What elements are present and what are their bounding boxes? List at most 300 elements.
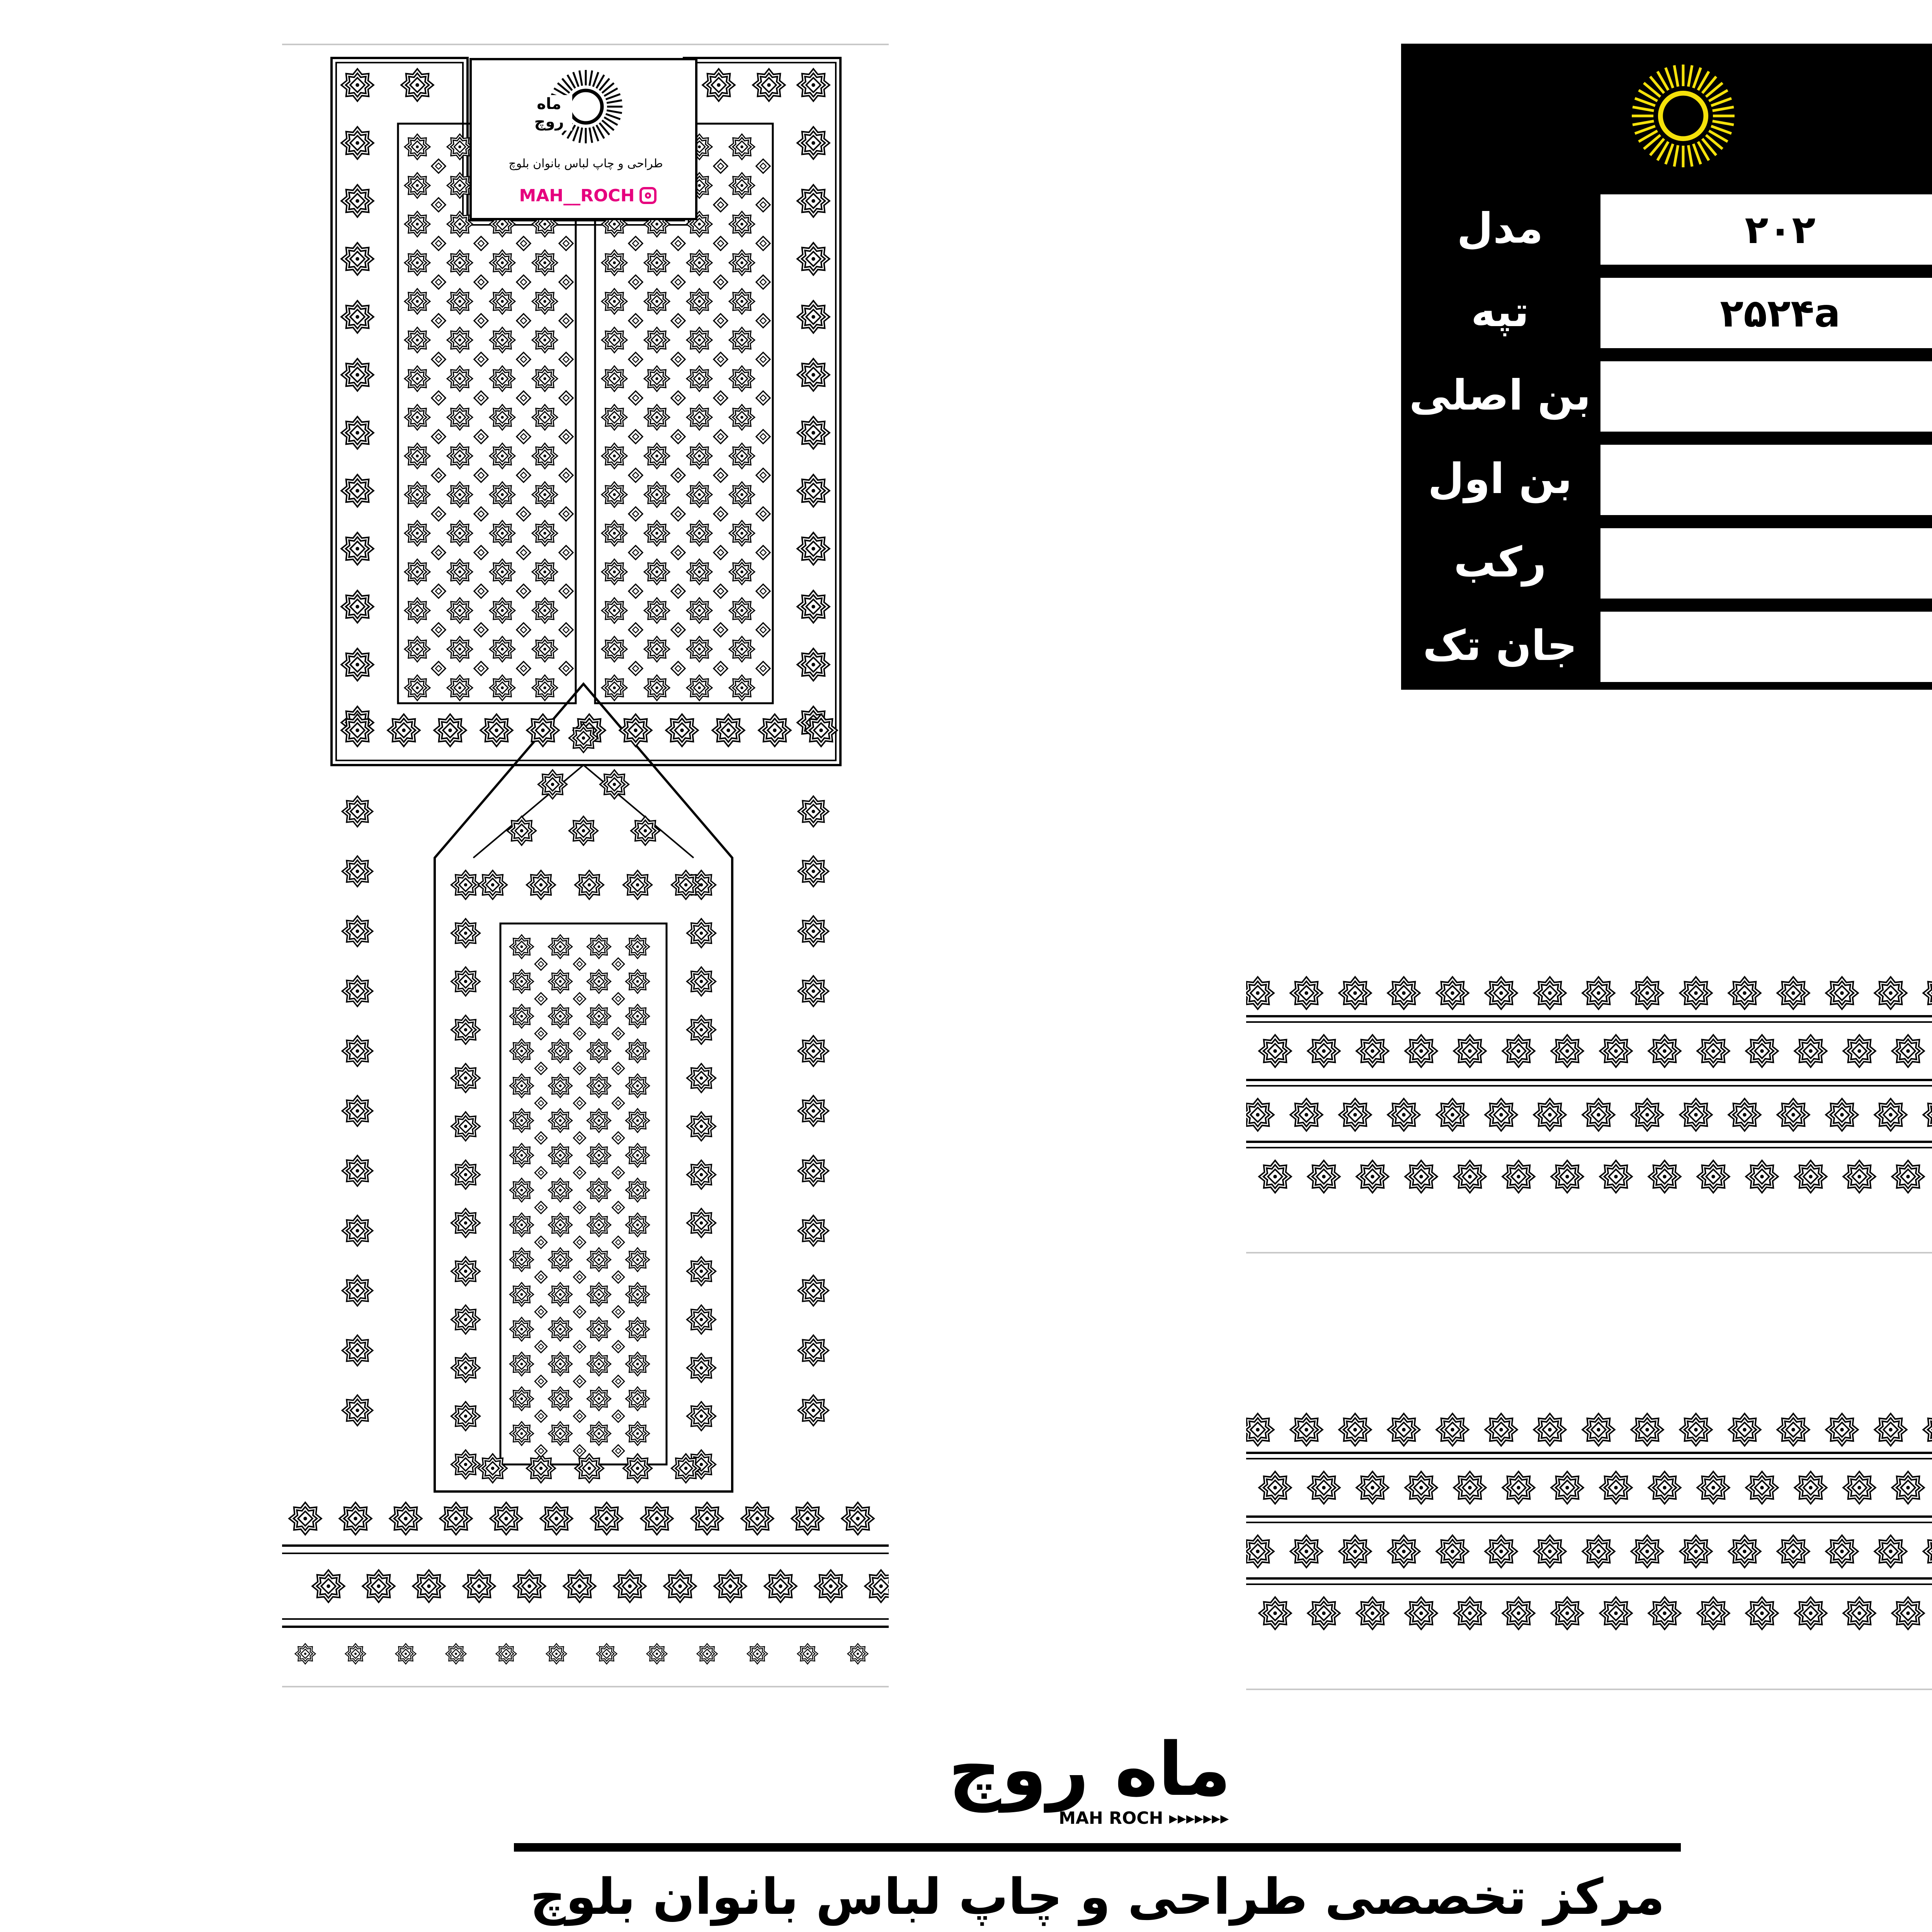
star-motif [687, 520, 712, 546]
star-motif [687, 1160, 716, 1189]
star-motif [1436, 1535, 1469, 1568]
diamond-motif [517, 236, 531, 250]
diamond-motif [559, 391, 573, 405]
star-motif [1436, 1099, 1469, 1131]
diamond-motif [714, 584, 728, 598]
star-motif [687, 967, 716, 996]
spec-card [1401, 44, 1932, 690]
star-motif [1405, 1160, 1437, 1193]
spec-label: بن اول [1428, 454, 1572, 503]
star-motif [641, 1502, 673, 1535]
star-motif [510, 1004, 534, 1028]
star-motif [626, 1178, 650, 1202]
star-motif [510, 935, 534, 959]
footer-logo-text: ماه روچ [948, 1727, 1231, 1812]
spec-value [1600, 361, 1932, 432]
star-motif [548, 935, 572, 959]
star-motif [1502, 1035, 1535, 1067]
diamond-motif [474, 546, 488, 560]
star-motif [451, 919, 480, 948]
star-motif [548, 1039, 572, 1063]
diamond-motif [756, 236, 770, 250]
star-motif [342, 976, 372, 1006]
brand-label [469, 58, 697, 220]
star-motif [451, 1112, 480, 1141]
star-motif [405, 559, 430, 585]
star-motif [447, 134, 473, 160]
star-motif [631, 816, 660, 845]
star-motif [1436, 1413, 1469, 1446]
diamond-motif [671, 236, 685, 250]
star-motif [729, 173, 755, 198]
sleeve-band-drawing [1246, 966, 1932, 1256]
star-motif [687, 405, 712, 430]
diamond-motif [756, 468, 770, 482]
diamond-motif [517, 546, 531, 560]
star-motif [1308, 1471, 1340, 1504]
star-motif [797, 417, 830, 449]
diamond-motif [573, 958, 586, 970]
star-motif [587, 1143, 611, 1167]
star-motif [451, 1257, 480, 1286]
star-motif [1648, 1035, 1681, 1067]
star-motif [626, 1109, 650, 1133]
diamond-motif [517, 468, 531, 482]
star-motif [1777, 1413, 1810, 1446]
star-motif [1534, 977, 1566, 1009]
star-motif [1697, 1597, 1730, 1629]
star-motif [626, 1317, 650, 1341]
star-motif [644, 443, 670, 469]
star-motif [797, 243, 830, 275]
star-motif [1405, 1471, 1437, 1504]
star-motif [587, 969, 611, 993]
star-motif [405, 173, 430, 198]
star-motif [532, 250, 558, 276]
star-motif [490, 405, 515, 430]
diamond-motif [629, 662, 643, 675]
star-motif [447, 366, 473, 391]
star-motif [1502, 1471, 1535, 1504]
diamond-motif [714, 275, 728, 289]
star-motif [602, 636, 627, 662]
star-motif [405, 520, 430, 546]
spec-label: بن اصلی [1409, 371, 1591, 420]
star-motif [342, 1215, 372, 1246]
sun-logo-icon [1625, 58, 1741, 174]
star-motif [1648, 1597, 1681, 1629]
diamond-motif [559, 236, 573, 250]
star-motif [451, 967, 480, 996]
star-motif [405, 366, 430, 391]
star-motif [1631, 977, 1663, 1009]
star-motif [532, 289, 558, 314]
star-motif [687, 443, 712, 469]
diamond-motif [573, 1167, 586, 1179]
spec-row-jantak [1403, 607, 1932, 684]
star-motif [729, 636, 755, 662]
star-motif [602, 443, 627, 469]
diamond-motif [432, 314, 446, 328]
diamond-motif [629, 468, 643, 482]
star-motif [532, 366, 558, 391]
star-motif [405, 250, 430, 276]
star-motif [1923, 977, 1932, 1009]
star-motif [1356, 1035, 1389, 1067]
star-motif [513, 1570, 546, 1602]
star-motif [532, 675, 558, 701]
diamond-motif [612, 1167, 624, 1179]
star-motif [1290, 1099, 1323, 1131]
spec-row-rekab [1403, 524, 1932, 601]
star-motif [1290, 1535, 1323, 1568]
star-motif [451, 1450, 480, 1479]
star-motif [548, 1352, 572, 1376]
star-motif [798, 1036, 828, 1066]
star-motif [405, 675, 430, 701]
star-motif [865, 1570, 889, 1602]
star-motif [602, 289, 627, 314]
star-motif [1728, 1413, 1761, 1446]
star-motif [496, 1644, 517, 1664]
star-motif [548, 969, 572, 993]
star-motif [1502, 1597, 1535, 1629]
diamond-motif [629, 507, 643, 521]
star-motif [587, 1422, 611, 1446]
star-motif [687, 675, 712, 701]
star-motif [1923, 1535, 1932, 1568]
star-motif [687, 250, 712, 276]
diamond-motif [612, 1271, 624, 1283]
star-motif [1600, 1597, 1632, 1629]
star-motif [1356, 1160, 1389, 1193]
star-motif [510, 1213, 534, 1237]
diamond-motif [714, 507, 728, 521]
diamond-motif [535, 1306, 547, 1318]
diamond-motif [432, 623, 446, 637]
star-motif [614, 1570, 646, 1602]
star-motif [510, 1317, 534, 1341]
diamond-motif [629, 430, 643, 444]
star-motif [447, 443, 473, 469]
star-motif [1843, 1160, 1876, 1193]
star-motif [405, 443, 430, 469]
star-motif [691, 1502, 723, 1535]
spec-value [1600, 445, 1932, 515]
star-motif [798, 976, 828, 1006]
star-motif [753, 69, 785, 101]
star-motif [626, 935, 650, 959]
diamond-motif [671, 275, 685, 289]
diamond-motif [559, 430, 573, 444]
diamond-motif [573, 1201, 586, 1214]
diamond-motif [474, 391, 488, 405]
star-motif [1728, 977, 1761, 1009]
star-motif [447, 598, 473, 623]
instagram-row[interactable] [510, 184, 665, 207]
star-motif [687, 1257, 716, 1286]
star-motif [587, 1109, 611, 1133]
star-motif [1874, 1413, 1907, 1446]
star-motif [342, 1036, 372, 1066]
star-motif [1485, 1413, 1517, 1446]
star-motif [1680, 977, 1712, 1009]
star-motif [388, 714, 420, 747]
star-motif [1259, 1035, 1291, 1067]
star-motif [490, 636, 515, 662]
star-motif [797, 69, 830, 101]
diamond-motif [517, 662, 531, 675]
star-motif [451, 1160, 480, 1189]
star-motif [510, 1109, 534, 1133]
star-motif [1794, 1035, 1827, 1067]
star-motif [1631, 1535, 1663, 1568]
star-motif [797, 359, 830, 391]
star-motif [532, 636, 558, 662]
spec-label: جان تک [1423, 621, 1577, 670]
diamond-motif [671, 546, 685, 560]
diamond-motif [432, 430, 446, 444]
star-motif [451, 1015, 480, 1044]
spec-value [1600, 528, 1932, 599]
diamond-motif [474, 236, 488, 250]
star-motif [687, 1015, 716, 1044]
star-motif [1680, 1413, 1712, 1446]
star-motif [478, 871, 507, 900]
star-motif [1697, 1035, 1730, 1067]
footer-logo-latin: MAH ROCH ▸▸▸▸▸▸▸ [1059, 1808, 1229, 1828]
star-motif [447, 675, 473, 701]
star-motif [1339, 1535, 1371, 1568]
star-motif [1246, 977, 1274, 1009]
star-motif [1777, 1099, 1810, 1131]
diamond-motif [573, 1445, 586, 1457]
star-motif [1697, 1160, 1730, 1193]
star-motif [1600, 1160, 1632, 1193]
star-motif [447, 636, 473, 662]
star-motif [797, 127, 830, 159]
star-motif [626, 1004, 650, 1028]
star-motif [405, 405, 430, 430]
star-motif [342, 796, 372, 827]
star-motif [480, 714, 513, 747]
star-motif [341, 69, 374, 101]
star-motif [1631, 1099, 1663, 1131]
diamond-motif [612, 1410, 624, 1422]
star-motif [1454, 1035, 1486, 1067]
star-motif [548, 1422, 572, 1446]
star-motif [1600, 1035, 1632, 1067]
star-motif [672, 871, 701, 900]
star-motif [805, 714, 837, 747]
star-motif [687, 1112, 716, 1141]
diamond-motif [559, 507, 573, 521]
star-motif [626, 1352, 650, 1376]
diamond-motif [714, 468, 728, 482]
star-motif [510, 1352, 534, 1376]
star-motif [345, 1644, 366, 1664]
star-motif [729, 366, 755, 391]
diamond-motif [671, 507, 685, 521]
star-motif [451, 871, 480, 900]
star-motif [532, 520, 558, 546]
star-motif [1843, 1471, 1876, 1504]
star-motif [602, 366, 627, 391]
star-motif [527, 1454, 556, 1483]
star-motif [623, 1454, 652, 1483]
star-motif [798, 1215, 828, 1246]
star-motif [1259, 1471, 1291, 1504]
diamond-motif [535, 1445, 547, 1457]
diamond-motif [612, 1340, 624, 1353]
footer-divider [514, 1843, 1681, 1852]
diamond-motif [612, 1132, 624, 1144]
star-motif [1436, 977, 1469, 1009]
diamond-motif [714, 391, 728, 405]
star-motif [848, 1644, 868, 1664]
diamond-motif [432, 546, 446, 560]
star-motif [626, 1387, 650, 1411]
star-motif [644, 250, 670, 276]
star-motif [342, 1155, 372, 1186]
star-motif [672, 1454, 701, 1483]
diamond-motif [671, 352, 685, 366]
sleeve-band-bottom [1246, 1403, 1932, 1692]
star-motif [1551, 1471, 1583, 1504]
diamond-motif [474, 314, 488, 328]
star-motif [626, 969, 650, 993]
star-motif [1923, 1413, 1932, 1446]
star-motif [729, 134, 755, 160]
star-motif [312, 1570, 345, 1602]
star-motif [1728, 1099, 1761, 1131]
diamond-motif [474, 584, 488, 598]
star-motif [797, 648, 830, 681]
brand-tagline-small: طراحی و چاپ لباس بانوان بلوچ [509, 157, 663, 170]
star-motif [587, 1352, 611, 1376]
brand-logo-text-small: ماه روچ [526, 95, 572, 131]
diamond-motif [629, 546, 643, 560]
star-motif [1582, 1099, 1615, 1131]
diamond-motif [535, 1375, 547, 1388]
star-motif [447, 173, 473, 198]
sleeve-band-top [1246, 966, 1932, 1256]
star-motif [451, 1402, 480, 1431]
star-motif [729, 405, 755, 430]
star-motif [626, 1039, 650, 1063]
diamond-motif [629, 584, 643, 598]
star-motif [1339, 1099, 1371, 1131]
star-motif [602, 520, 627, 546]
star-motif [1308, 1597, 1340, 1629]
star-motif [490, 443, 515, 469]
star-motif [405, 289, 430, 314]
star-motif [1697, 1471, 1730, 1504]
star-motif [1551, 1035, 1583, 1067]
spec-card-header [1403, 46, 1932, 186]
star-motif [644, 520, 670, 546]
spec-label: تپه [1471, 287, 1529, 336]
star-motif [510, 1074, 534, 1098]
diamond-motif [474, 275, 488, 289]
star-motif [451, 1354, 480, 1383]
diamond-motif [535, 1340, 547, 1353]
diamond-motif [432, 352, 446, 366]
star-motif [687, 366, 712, 391]
star-motif [451, 1305, 480, 1334]
star-motif [510, 969, 534, 993]
diamond-motif [671, 391, 685, 405]
spec-row-main-base [1403, 357, 1932, 434]
star-motif [798, 1335, 828, 1366]
spec-label: مدل [1457, 204, 1543, 253]
star-motif [797, 301, 830, 333]
diamond-motif [573, 1097, 586, 1109]
spec-value: ۲۰۲ [1600, 194, 1932, 265]
star-motif [1454, 1160, 1486, 1193]
diamond-motif [756, 430, 770, 444]
star-motif [1259, 1160, 1291, 1193]
star-motif [1874, 977, 1907, 1009]
star-motif [389, 1502, 422, 1535]
star-motif [687, 559, 712, 585]
star-motif [447, 327, 473, 353]
star-motif [532, 405, 558, 430]
star-motif [342, 1395, 372, 1425]
star-motif [687, 1209, 716, 1238]
star-motif [644, 327, 670, 353]
star-motif [687, 1064, 716, 1093]
star-motif [664, 1570, 696, 1602]
diamond-motif [535, 1167, 547, 1179]
star-motif [1485, 1535, 1517, 1568]
star-motif [1388, 977, 1420, 1009]
diamond-motif [517, 430, 531, 444]
diamond-motif [671, 662, 685, 675]
star-motif [1600, 1471, 1632, 1504]
star-motif [490, 482, 515, 507]
star-motif [532, 598, 558, 623]
star-motif [1631, 1413, 1663, 1446]
diamond-motif [559, 468, 573, 482]
diamond-motif [756, 198, 770, 212]
star-motif [342, 1095, 372, 1126]
star-motif [1680, 1099, 1712, 1131]
star-motif [798, 1155, 828, 1186]
diamond-motif [535, 958, 547, 970]
star-motif [1728, 1535, 1761, 1568]
diamond-motif [535, 1097, 547, 1109]
star-motif [1746, 1160, 1778, 1193]
diamond-motif [517, 507, 531, 521]
diamond-motif [714, 236, 728, 250]
spec-row-tappeh [1403, 273, 1932, 350]
star-motif [644, 559, 670, 585]
star-motif [341, 417, 374, 449]
star-motif [1290, 1413, 1323, 1446]
star-motif [798, 1644, 818, 1664]
star-motif [341, 243, 374, 275]
diamond-motif [517, 352, 531, 366]
star-motif [532, 559, 558, 585]
sleeve-band-drawing [1246, 1403, 1932, 1692]
star-motif [362, 1570, 395, 1602]
star-motif [1582, 977, 1615, 1009]
diamond-motif [629, 391, 643, 405]
star-motif [548, 1213, 572, 1237]
star-motif [490, 598, 515, 623]
diamond-motif [432, 584, 446, 598]
